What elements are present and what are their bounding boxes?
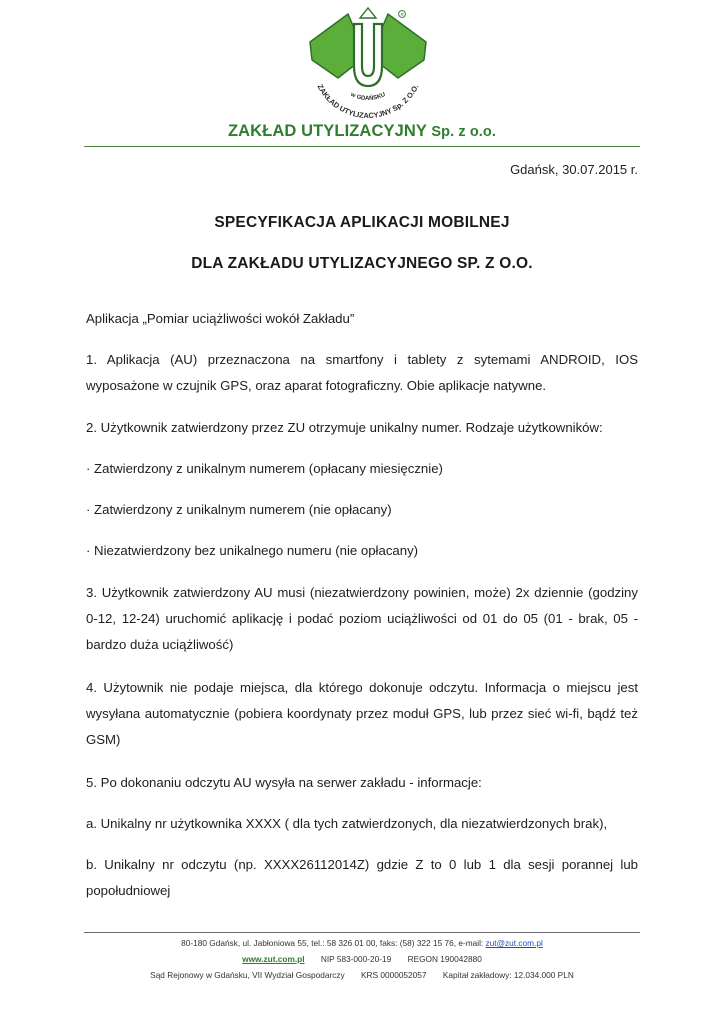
footer-nip: NIP 583-000-20-19 xyxy=(320,954,392,964)
footer-krs: KRS 0000052057 xyxy=(361,970,427,980)
footer-address-line xyxy=(0,938,724,948)
company-name xyxy=(0,122,724,141)
company-name-suffix: Sp. z o.o. xyxy=(431,124,496,140)
company-name-main: ZAKŁAD UTYLIZACYJNY xyxy=(227,122,427,140)
bullet-1: · Zatwierdzony z unikalnym numerem (opłacany miesięcznie) xyxy=(86,461,443,476)
footer-court: Sąd Rejonowy w Gdańsku, VII Wydział Gospodarczy xyxy=(150,970,345,980)
logo-sub-text: w GDAŃSKU xyxy=(349,91,387,103)
footer-capital: Kapitał zakładowy: 12.034.000 PLN xyxy=(442,970,574,980)
bullet-2: · Zatwierdzony z unikalnym numerem (nie opłacany) xyxy=(86,502,392,517)
svg-text:w GDAŃSKU xyxy=(349,91,387,102)
svg-text:R: R xyxy=(400,12,404,17)
intro-paragraph: Aplikacja „Pomiar uciążliwości wokół Zakładu” xyxy=(86,311,355,326)
paragraph-5: 5. Po dokonaniu odczytu AU wysyła na serwer zakładu - informacje: xyxy=(86,775,482,790)
item-a: a. Unikalny nr użytkownika XXXX ( dla tych zatwierdzonych, dla niezatwierdzonych brak), xyxy=(86,816,608,831)
logo-ring-text: ZAKŁAD UTYLIZACYJNY Sp. Z O.O. xyxy=(315,82,421,121)
header-divider xyxy=(84,146,640,147)
footer-website-link[interactable]: www.zut.com.pl xyxy=(242,954,305,964)
footer-address: 80-180 Gdańsk, ul. Jabłoniowa 55, tel.: 58 326 01 00, faks: (58) 322 15 76, e-mail: xyxy=(181,938,484,948)
footer-court-line xyxy=(0,970,724,980)
footer-registry-line xyxy=(0,954,724,964)
paragraph-4: 4. Użytownik nie podaje miejsca, dla którego dokonuje odczytu. Informacja o miejscu jest wysyłana automatycznie (pobiera koordynaty przez moduł GPS, lub przez sieć wi-fi, bądź też GSM) xyxy=(86,680,638,747)
footer-regon: REGON 190042880 xyxy=(407,954,482,964)
paragraph-1: 1. Aplikacja (AU) przeznaczona na smartfony i tablety z sytemami ANDROID, IOS wyposażone w czujnik GPS, oraz aparat fotograficzny. Obie aplikacje natywne. xyxy=(86,352,638,393)
document-date: Gdańsk, 30.07.2015 r. xyxy=(510,162,638,177)
bullet-3: · Niezatwierdzony bez unikalnego numeru (nie opłacany) xyxy=(86,543,419,558)
document-title-line1: SPECYFIKACJA APLIKACJI MOBILNEJ xyxy=(214,214,510,231)
company-logo xyxy=(298,4,438,124)
paragraph-2: 2. Użytkownik zatwierdzony przez ZU otrzymuje unikalny numer. Rodzaje użytkowników: xyxy=(86,420,603,435)
item-b: b. Unikalny nr odczytu (np. XXXX26112014Z) gdzie Z to 0 lub 1 dla sesji porannej lub popołudniowej xyxy=(86,857,638,898)
footer-divider xyxy=(84,932,640,933)
document-title-line2: DLA ZAKŁADU UTYLIZACYJNEGO SP. Z O.O. xyxy=(191,255,533,272)
footer-email-link[interactable]: zut@zut.com.pl xyxy=(485,938,543,948)
paragraph-3: 3. Użytkownik zatwierdzony AU musi (niezatwierdzony powinien, może) 2x dziennie (godziny 0-12, 12-24) uruchomić aplikację i podać poziom uciążliwości od 01 do 05 (01 - brak, 05 - bardzo duża uciążliwość) xyxy=(86,585,638,652)
